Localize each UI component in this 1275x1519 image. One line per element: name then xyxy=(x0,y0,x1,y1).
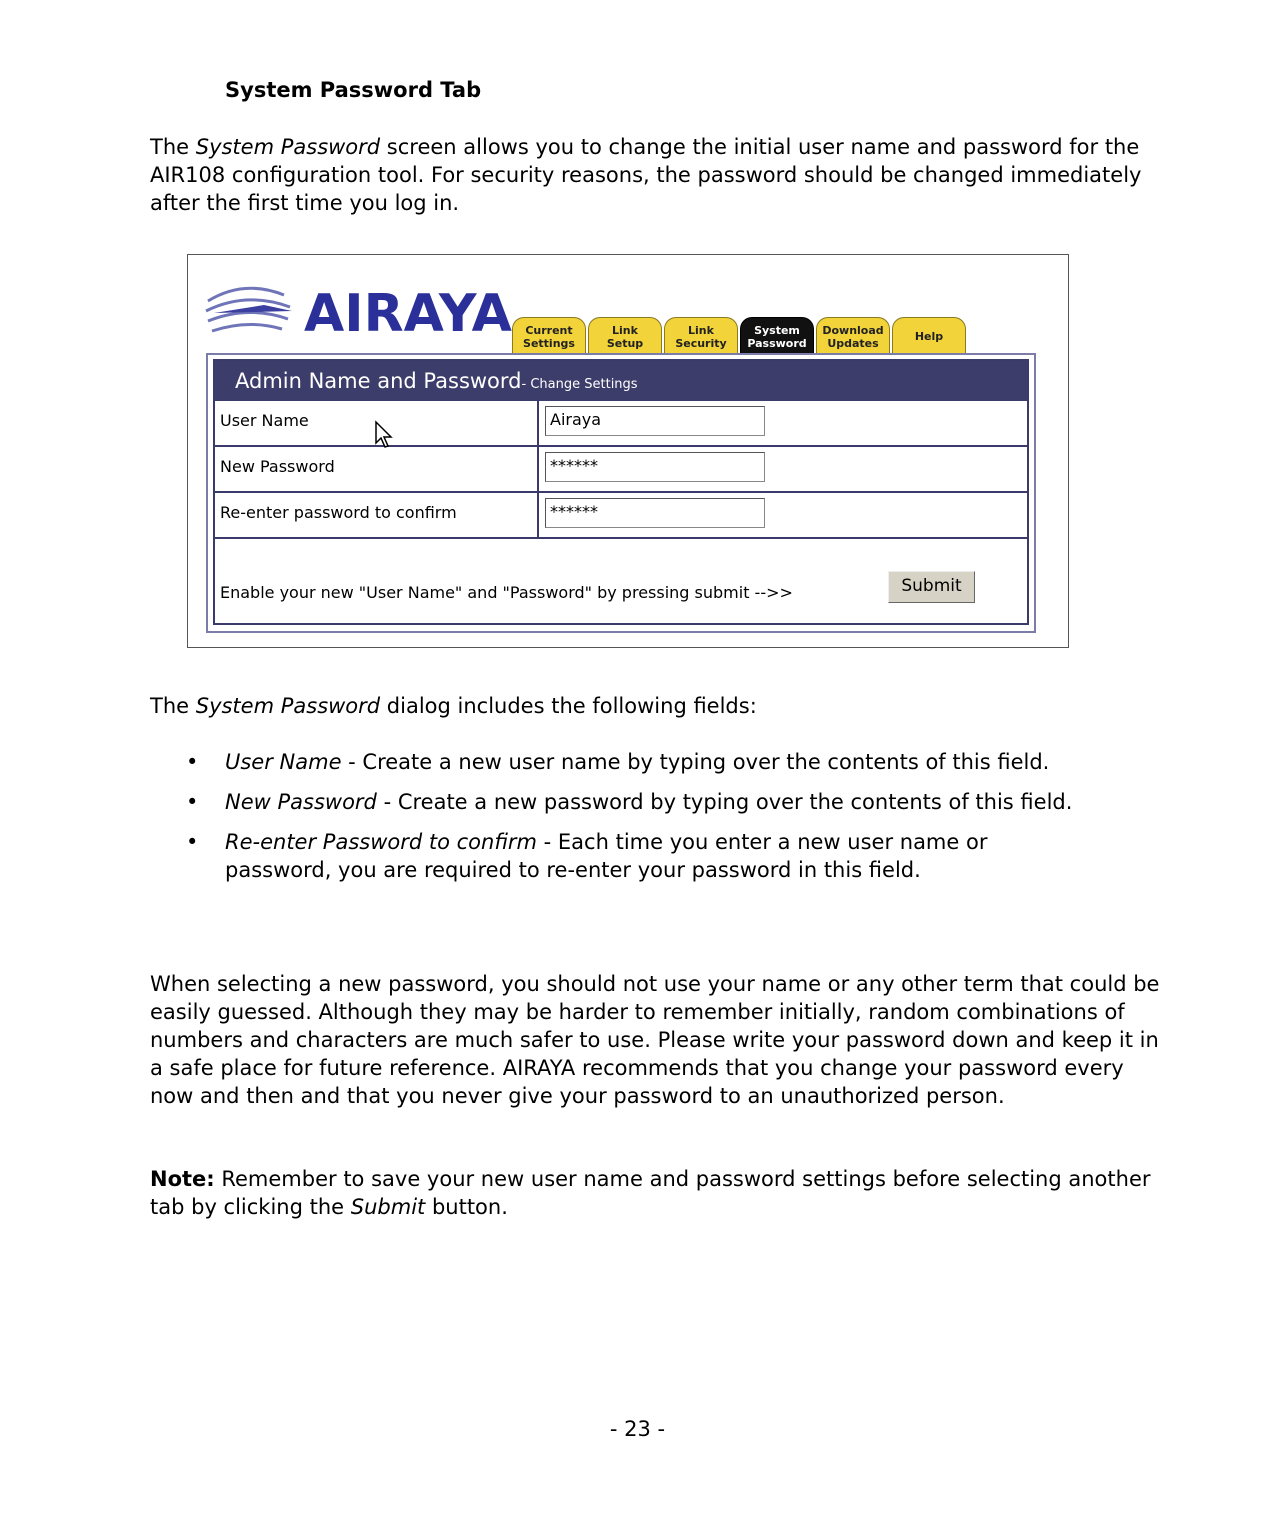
note-paragraph xyxy=(150,1165,1160,1221)
intro-paragraph xyxy=(150,133,1160,217)
mouse-cursor-icon xyxy=(375,421,395,449)
confirm-password-row xyxy=(215,493,1027,539)
tab-link-security[interactable]: Link Security xyxy=(664,317,738,353)
tab-system-password[interactable]: System Password xyxy=(740,317,814,353)
list-item xyxy=(150,748,1080,776)
intro-italic: System Password xyxy=(195,135,381,159)
list-item xyxy=(150,828,1080,884)
new-password-row xyxy=(215,447,1027,493)
admin-panel-inner xyxy=(213,359,1029,625)
note-text-before: Remember to save your new user name and password settings before selecting another tab by clicking the xyxy=(150,1167,1151,1219)
submit-button[interactable]: Submit xyxy=(888,571,975,603)
fields-list xyxy=(150,748,1080,896)
screenshot-figure xyxy=(187,254,1069,648)
note-italic: Submit xyxy=(350,1195,426,1219)
logo-text: AIRAYA xyxy=(304,284,512,344)
tab-link-setup[interactable]: Link Setup xyxy=(588,317,662,353)
bullet-term: New Password xyxy=(225,790,377,814)
fields-intro-paragraph xyxy=(150,692,1160,720)
panel-title xyxy=(235,369,638,393)
user-name-row xyxy=(215,401,1027,447)
tab-help[interactable]: Help xyxy=(892,317,966,353)
bullet-icon: • xyxy=(186,750,199,774)
note-label: Note: xyxy=(150,1167,215,1191)
panel-subtitle: - Change Settings xyxy=(521,377,638,392)
admin-panel xyxy=(206,353,1036,633)
tab-download-updates[interactable]: Download Updates xyxy=(816,317,890,353)
bullet-text: - Create a new user name by typing over the contents of this field. xyxy=(341,750,1050,774)
user-name-label: User Name xyxy=(215,401,539,445)
enable-instruction: Enable your new "User Name" and "Password" by pressing submit -->> xyxy=(220,583,793,602)
tab-current-settings[interactable]: Current Settings xyxy=(512,317,586,353)
panel-title-bar xyxy=(215,361,1027,401)
new-password-label: New Password xyxy=(215,447,539,491)
bullet-text: - Create a new password by typing over the contents of this field. xyxy=(376,790,1073,814)
airaya-logo xyxy=(204,271,512,351)
bullet-term: Re-enter Password to confirm xyxy=(225,830,537,854)
user-name-input[interactable]: Airaya xyxy=(545,406,765,436)
intro-text-before: The xyxy=(150,135,196,159)
fields-intro-before: The xyxy=(150,694,196,718)
advice-paragraph: When selecting a new password, you should not use your name or any other term that could be easily guessed. Although they may be harder to remember initially, random combinations of numbers and characters are much safer to use. Please write your password down and keep it in a safe place for future reference. AIRAYA recommends that you change your password every now and then and that you never give your password to an unauthorized person. xyxy=(150,972,1160,1108)
section-heading: System Password Tab xyxy=(225,78,482,102)
bullet-icon: • xyxy=(186,830,199,854)
fields-intro-italic: System Password xyxy=(195,694,381,718)
page-number: - 23 - xyxy=(609,1417,666,1441)
confirm-password-label: Re-enter password to confirm xyxy=(215,493,539,537)
list-item xyxy=(150,788,1080,816)
panel-title-text: Admin Name and Password xyxy=(235,369,522,393)
new-password-input[interactable]: ****** xyxy=(545,452,765,482)
note-text-after: button. xyxy=(425,1195,508,1219)
confirm-password-input[interactable]: ****** xyxy=(545,498,765,528)
fields-intro-after: dialog includes the following fields: xyxy=(380,694,757,718)
bullet-text: - Each time you enter a new user name or password, you are required to re-enter your password in this field. xyxy=(225,830,988,882)
intro-text-after: screen allows you to change the initial user name and password for the AIR108 configuration tool. For security reasons, the password should be changed immediately after the first time you log in. xyxy=(150,135,1142,215)
bullet-term: User Name xyxy=(225,750,342,774)
bullet-icon: • xyxy=(186,790,199,814)
